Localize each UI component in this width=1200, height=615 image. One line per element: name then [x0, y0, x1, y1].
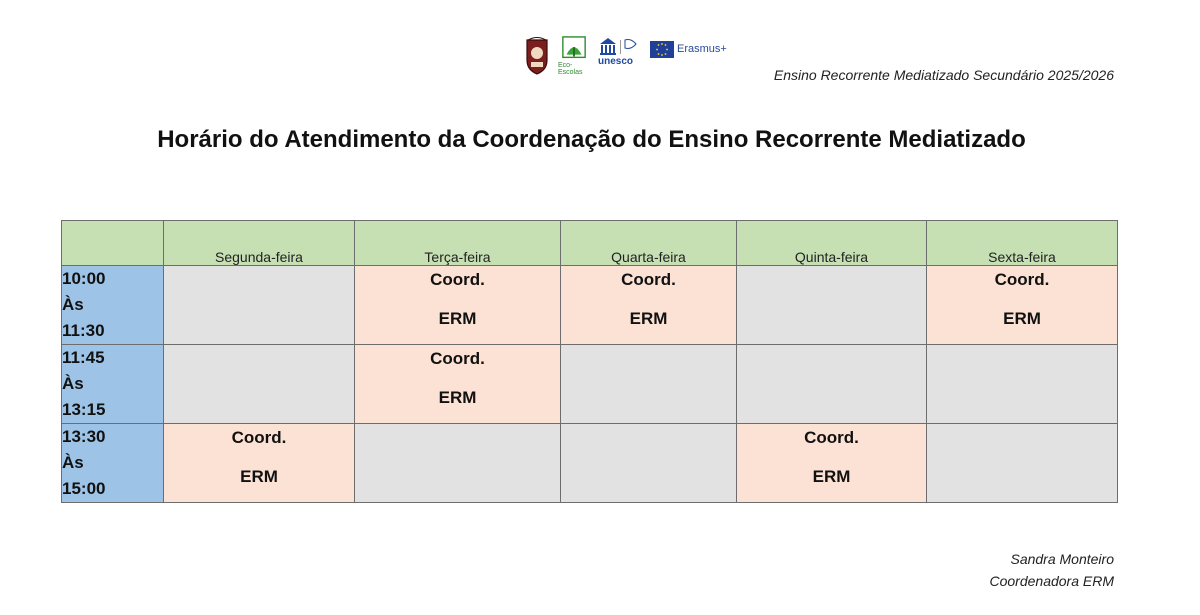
eu-flag-icon — [650, 41, 674, 58]
time-range-cell — [62, 424, 164, 503]
slot-line-coord: Coord. — [621, 270, 676, 289]
slot-line-erm: ERM — [629, 309, 668, 328]
unesco-text: unesco — [598, 56, 634, 67]
office-hours-slot — [927, 266, 1118, 345]
unesco-temple-icon — [598, 36, 640, 56]
school-crest-icon — [524, 36, 550, 76]
time-slot-row — [62, 424, 1118, 503]
empty-slot — [164, 266, 355, 345]
slot-line-coord: Coord. — [231, 428, 287, 447]
time-start: 11:45 — [62, 348, 105, 367]
office-hours-slot — [164, 424, 355, 503]
time-sep: Às — [62, 374, 84, 393]
slot-line-erm: ERM — [438, 309, 477, 328]
time-slot-row — [62, 345, 1118, 424]
day-header: Segunda-feira — [164, 221, 355, 266]
empty-slot — [927, 345, 1118, 424]
office-hours-slot — [355, 345, 561, 424]
empty-slot — [561, 424, 737, 503]
signature-role: Coordenadora ERM — [989, 573, 1114, 589]
slot-line-erm: ERM — [240, 467, 278, 486]
time-sep: Às — [62, 453, 84, 472]
empty-slot — [355, 424, 561, 503]
time-range-cell — [62, 345, 164, 424]
slot-line-coord: Coord. — [430, 270, 485, 289]
slot-line-erm: ERM — [812, 467, 851, 486]
day-header: Terça-feira — [355, 221, 561, 266]
eco-escolas-logo — [558, 36, 590, 76]
empty-slot — [927, 424, 1118, 503]
slot-line-coord: Coord. — [804, 428, 859, 447]
partner-logos — [524, 34, 727, 78]
time-start: 10:00 — [62, 269, 106, 288]
slot-line-coord: Coord. — [430, 349, 485, 368]
day-header: Sexta-feira — [927, 221, 1118, 266]
time-start: 13:30 — [62, 427, 106, 446]
schedule-header-row — [62, 221, 1118, 266]
erasmus-text: Erasmus+ — [677, 43, 727, 55]
eco-flag-icon — [561, 36, 587, 62]
erasmus-plus-logo — [650, 41, 727, 58]
day-header: Quinta-feira — [737, 221, 927, 266]
corner-cell — [62, 221, 164, 266]
time-sep: Às — [62, 295, 84, 314]
office-hours-slot — [561, 266, 737, 345]
empty-slot — [737, 345, 927, 424]
signature-name: Sandra Monteiro — [1010, 551, 1114, 567]
empty-slot — [561, 345, 737, 424]
day-header: Quarta-feira — [561, 221, 737, 266]
time-end: 15:00 — [62, 479, 106, 498]
time-slot-row — [62, 266, 1118, 345]
office-hours-slot — [737, 424, 927, 503]
empty-slot — [737, 266, 927, 345]
signature-block — [989, 548, 1114, 592]
schedule-table — [61, 220, 1118, 503]
page-title: Horário do Atendimento da Coordenação do Ensino Recorrente Mediatizado — [157, 126, 1026, 153]
empty-slot — [164, 345, 355, 424]
unesco-logo — [598, 36, 642, 76]
eco-escolas-text: Eco-Escolas — [558, 62, 583, 76]
slot-line-erm: ERM — [438, 388, 477, 407]
time-end: 13:15 — [62, 400, 106, 419]
slot-line-coord: Coord. — [994, 270, 1050, 289]
time-range-cell — [62, 266, 164, 345]
office-hours-slot — [355, 266, 561, 345]
time-end: 11:30 — [62, 321, 105, 340]
slot-line-erm: ERM — [1003, 309, 1041, 328]
program-year-label: Ensino Recorrente Mediatizado Secundário 2025/2026 — [773, 67, 1114, 83]
